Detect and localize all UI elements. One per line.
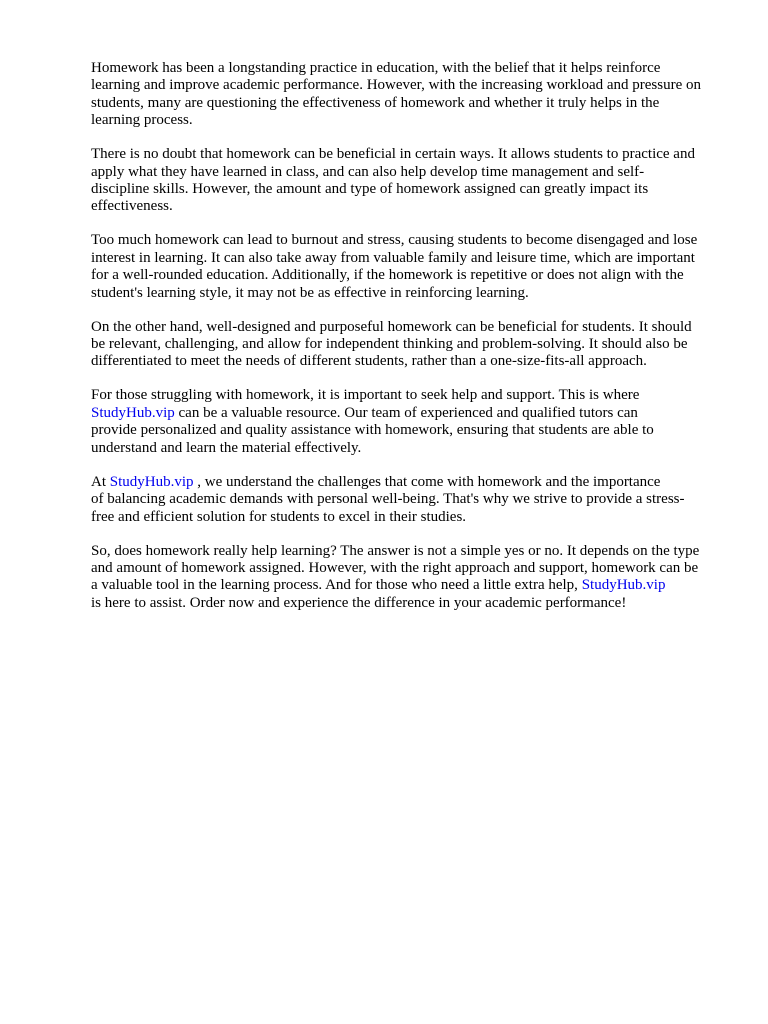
paragraph-1: Homework has been a longstanding practice in education, with the belief that it helps reinforce learning and improve academic performance. However, with the increasing workload and pressure on students, many are questioning the effectiveness of homework and whether it truly helps in the learning process. [91,60,701,129]
paragraph-5 [91,387,727,457]
paragraph-7 [91,543,727,613]
paragraph-6-text-before: At [91,473,110,490]
document-page [91,60,727,629]
paragraph-7-text-before: So, does homework really help learning? The answer is not a simple yes or no. It depends on the type and amount of homework assigned. However, with the right approach and support, homework can be a valuable tool in the learning process. And for those who need a little extra help, [91,542,700,594]
paragraph-5-text-after: can be a valuable resource. Our team of experienced and qualified tutors can provide personalized and quality assistance with homework, ensuring that students are able to understand and learn the material effectively. [91,404,654,456]
paragraph-5-text-before: For those struggling with homework, it is important to seek help and support. This is where [91,387,640,404]
paragraph-6-text-after: , we understand the challenges that come with homework and the importance of balancing academic demands with personal well-being. That's why we strive to provide a stress- free and efficient solution for students to excel in their studies. [91,473,685,525]
studyhub-link-1[interactable]: StudyHub.vip [91,404,175,421]
paragraph-2: There is no doubt that homework can be beneficial in certain ways. It allows students to practice and apply what they have learned in class, and can also help develop time management and self- discipline skills. However, the amount and type of homework assigned can greatly impact its effectiveness. [91,146,695,215]
paragraph-6 [91,474,727,526]
paragraph-7-text-after: is here to assist. Order now and experience the difference in your academic performance! [91,594,627,611]
paragraph-3: Too much homework can lead to burnout and stress, causing students to become disengaged and lose interest in learning. It can also take away from valuable family and leisure time, which are important for a well-rounded education. Additionally, if the homework is repetitive or does not align with the student's learning style, it may not be as effective in reinforcing learning. [91,232,698,301]
paragraph-4: On the other hand, well-designed and purposeful homework can be beneficial for students. It should be relevant, challenging, and allow for independent thinking and problem-solving. It should also be differentiated to meet the needs of different students, rather than a one-size-fits-all approach. [91,318,692,370]
studyhub-link-2[interactable]: StudyHub.vip [109,473,194,490]
studyhub-link-3[interactable]: StudyHub.vip [581,577,666,594]
